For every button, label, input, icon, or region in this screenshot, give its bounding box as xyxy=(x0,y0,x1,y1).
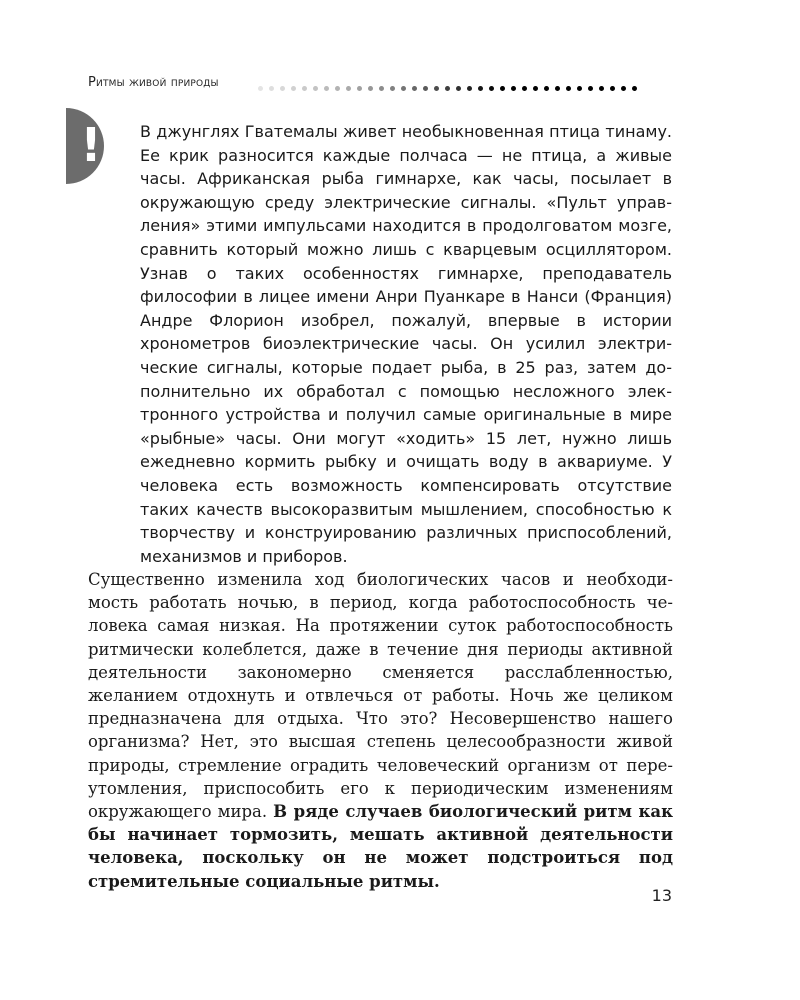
header-dot xyxy=(555,86,560,91)
header-dot xyxy=(412,86,417,91)
header-dot xyxy=(434,86,439,91)
header-dot xyxy=(478,86,483,91)
header-dot xyxy=(621,86,626,91)
header-dot xyxy=(313,86,318,91)
header-dot xyxy=(533,86,538,91)
header-dot xyxy=(423,86,428,91)
header-dot xyxy=(445,86,450,91)
header-dot xyxy=(599,86,604,91)
page-number: 13 xyxy=(651,886,672,905)
header-dot xyxy=(566,86,571,91)
header-dot xyxy=(467,86,472,91)
header-dot xyxy=(401,86,406,91)
header-dot xyxy=(302,86,307,91)
header-dot xyxy=(522,86,527,91)
header-dot xyxy=(390,86,395,91)
header-dot xyxy=(544,86,549,91)
header-dot xyxy=(346,86,351,91)
exclamation-icon xyxy=(66,108,116,184)
running-header: Ритмы живой природы xyxy=(88,75,219,90)
header-dot xyxy=(269,86,274,91)
header-dot xyxy=(577,86,582,91)
header-dot xyxy=(280,86,285,91)
header-dot xyxy=(324,86,329,91)
header-dot xyxy=(489,86,494,91)
header-dot xyxy=(335,86,340,91)
header-dot xyxy=(456,86,461,91)
header-dot-rule xyxy=(258,86,637,91)
header-dot xyxy=(610,86,615,91)
header-dot xyxy=(368,86,373,91)
header-dot xyxy=(588,86,593,91)
header-dot xyxy=(632,86,637,91)
callout-text: В джунглях Гватемалы живет необыкновенная птица тинаму. Ее крик разносится каждые полчаса — не птица, а живые часы. Африканская рыба гимнархе, как часы, посылает в окружающую среду электрические сигналы. «Пульт управления» этими импульсами находится в продолговатом мозге, сравнить который можно лишь с кварцевым осциллятором. Узнав о таких особенностях гимнархе, преподаватель философии в лицее имени Анри Пуанкаре в Нанси (Франция) Андре Флорион изобрел, пожалуй, впервые в истории хронометров биоэлектрические часы. Он усилил электрические сигналы, которые подает рыба, в 25 раз, затем дополнительно их обработал с помощью несложного электронного устройства и получил самые оригинальные в мире «рыбные» часы. Они могут «ходить» 15 лет, нужно лишь ежедневно кормить рыбку и очищать воду в аквариуме. У человека есть возможность компенсировать отсутствие таких качеств высокоразвитым мышлением, способностью к творчеству и конструированию различных приспособлений, механизмов и приборов. xyxy=(140,122,672,566)
main-paragraph xyxy=(88,568,673,893)
header-dot xyxy=(511,86,516,91)
main-paragraph-regular: Существенно изменила ход биологических часов и необходимость работать ночью, в период, когда работоспособность человека самая низкая. На протяжении суток работоспособность ритмически колеблется, даже в течение дня периоды активной деятельности закономерно сменяется расслабленностью, желанием отдохнуть и отвлечься от работы. Ночь же целиком предназначена для отдыха. Что это? Несовершенство нашего организма? Нет, это высшая степень целесообразности живой природы, стремление оградить человеческий организм от переутомления, приспособить его к периодическим изменениям окружающего мира. xyxy=(88,570,673,822)
header-dot xyxy=(379,86,384,91)
header-dot xyxy=(500,86,505,91)
header-dot xyxy=(291,86,296,91)
header-dot xyxy=(357,86,362,91)
exclamation-mark: ! xyxy=(80,118,102,172)
header-dot xyxy=(258,86,263,91)
main-paragraph-bold: В ряде случаев биологический ритм как бы начинает тормозить, мешать активной деятельности человека, поскольку он не может подстроиться под стремительные социальные ритмы. xyxy=(88,802,674,891)
